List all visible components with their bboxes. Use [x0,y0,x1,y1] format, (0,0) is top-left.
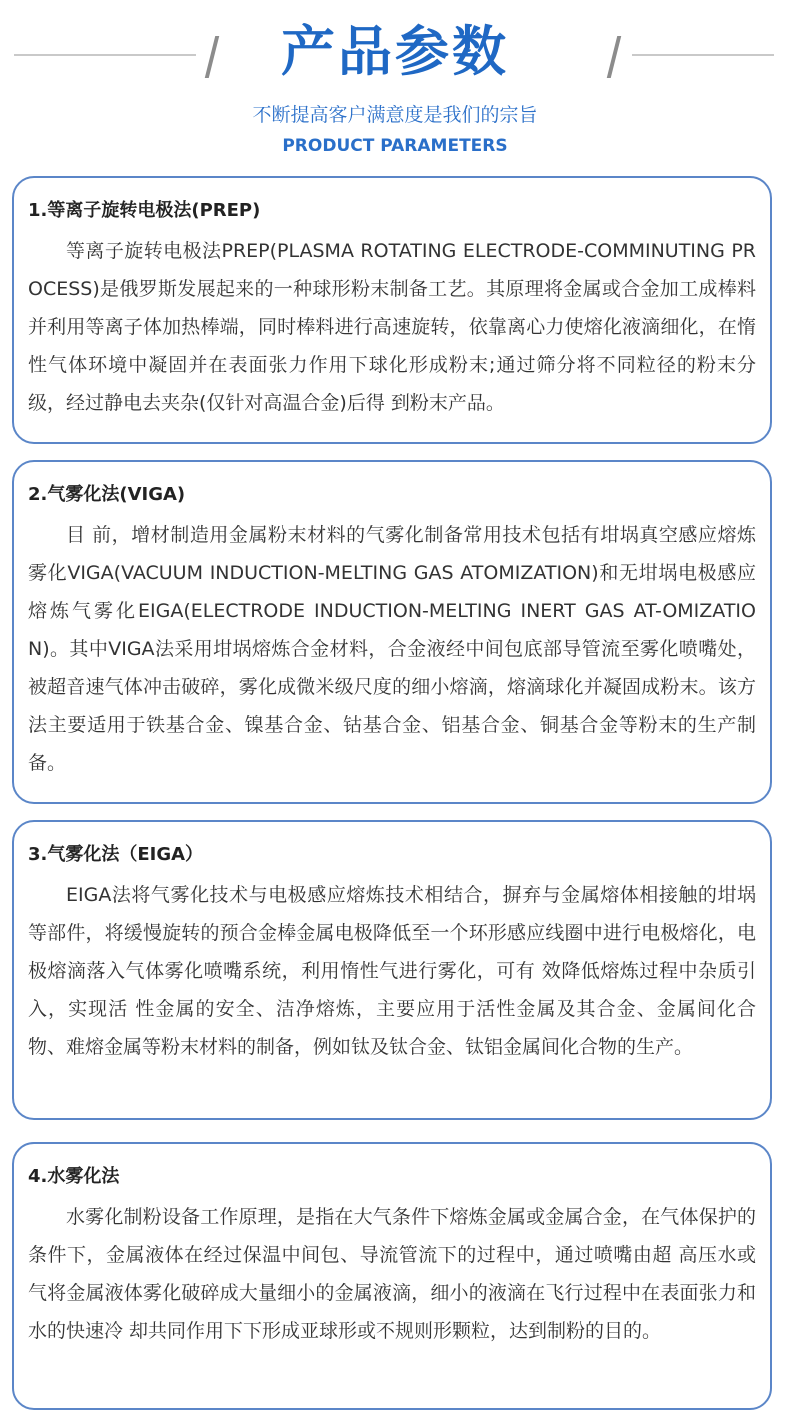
page-title: 产品参数 [281,20,509,83]
section-body: EIGA法将气雾化技术与电极感应熔炼技术相结合，摒弃与金属熔体相接触的坩埚等部件，将缓慢旋转的预合金棒金属电极降低至一个环形感应线圈中进行电极熔化，电极熔滴落入气体雾化喷嘴系统，利用惰性气进行雾化，可有 效降低熔炼过程中杂质引入，实现活 性金属的安全、洁净熔炼，主要应用于活性金属及其合金、金属间化合物、难熔金属等粉末材料的制备，例如钛及钛合金、钛铝金属间化合物的生产。 [28,884,756,1058]
section-heading: 4.水雾化法 [28,1166,120,1187]
section-body: 等离子旋转电极法PREP(PLASMA ROTATING ELECTRODE-COMMINUTING PROCESS)是俄罗斯发展起来的一种球形粉末制备工艺。其原理将金属或合金加工成棒料并利用等离子体加热棒端，同时棒料进行高速旋转，依靠离心力使熔化液滴细化，在惰性气体环境中凝固并在表面张力作用下球化形成粉末;通过筛分将不同粒径的粉末分级，经过静电去夹杂(仅针对高温合金)后得 到粉末产品。 [28,240,756,414]
right-divider-line [632,54,774,56]
section-card-water-atomization [12,1142,772,1410]
section-body: 目 前，增材制造用金属粉末材料的气雾化制备常用技术包括有坩埚真空感应熔炼雾化VIGA(VACUUM INDUCTION-MELTING GAS ATOMIZATION)和无坩埚电极感应熔炼气雾化EIGA(ELECTRODE INDUCTION-MELTING INERT GAS AT-OMIZATION)。其中VIGA法采用坩埚熔炼合金材料，合金液经中间包底部导管流至雾化喷嘴处，被超音速气体冲击破碎，雾化成微米级尺度的细小熔滴，熔滴球化并凝固成粉末。该方法主要适用于铁基合金、镍基合金、钴基合金、铝基合金、铜基合金等粉末的生产制备。 [28,524,756,774]
section-heading: 2.气雾化法(VIGA) [28,484,186,505]
section-card-prep [12,176,772,444]
section-body: 水雾化制粉设备工作原理，是指在大气条件下熔炼金属或金属合金，在气体保护的条件下，金属液体在经过保温中间包、导流管流下的过程中，通过喷嘴由超 高压水或气将金属液体雾化破碎成大量细小的金属液滴，细小的液滴在飞行过程中在表面张力和水的快速冷 却共同作用下下形成亚球形或不规则形颗粒，达到制粉的目的。 [28,1206,756,1342]
page-subtitle-english: PRODUCT PARAMETERS [282,136,508,156]
section-card-viga [12,460,772,804]
page-header [0,0,790,170]
section-heading: 3.气雾化法（EIGA） [28,844,204,865]
page-subtitle-chinese: 不断提高客户满意度是我们的宗旨 [252,104,538,126]
section-card-eiga [12,820,772,1120]
section-heading: 1.等离子旋转电极法(PREP) [28,200,261,221]
